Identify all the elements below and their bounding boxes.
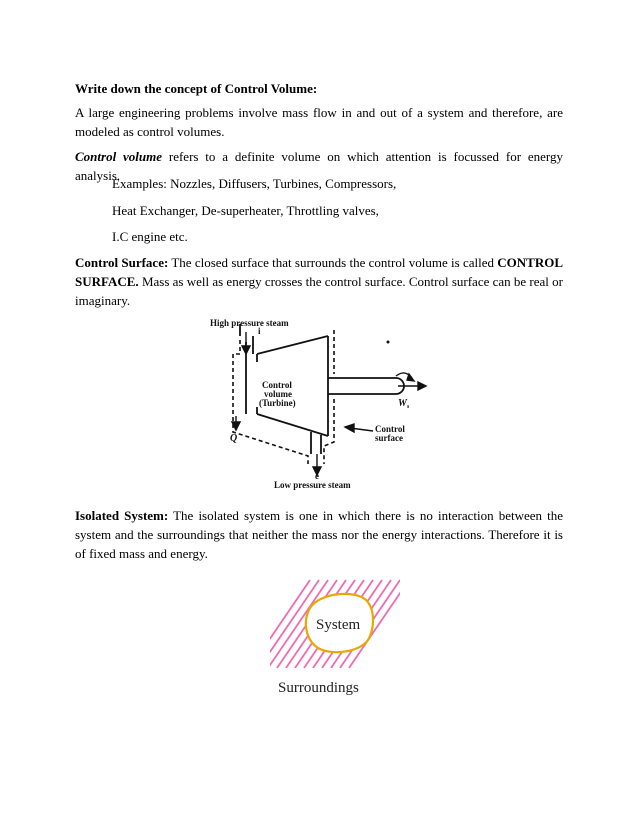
svg-text:s: s bbox=[407, 404, 410, 410]
examples-line-1: Examples: Nozzles, Diffusers, Turbines, Compressors, bbox=[112, 176, 397, 191]
control-surface-term: Control Surface: bbox=[75, 255, 169, 270]
isolated-system-figure bbox=[270, 578, 400, 700]
turbine-control-volume-figure bbox=[200, 314, 445, 492]
control-volume-text: refers to a definite volume on which attention is focussed for energy analysis. bbox=[75, 149, 564, 183]
low-pressure-steam-label: Low pressure steam bbox=[274, 480, 351, 490]
isolated-system-paragraph: Isolated System: The isolated system is one in which there is no interaction between the system and the surroundings that neither the mass nor the energy interactions. Therefore it is of fixed mass and energy. bbox=[75, 508, 564, 561]
exit-label: e bbox=[315, 471, 319, 481]
examples-line-2: Heat Exchanger, De-superheater, Throttling valves, bbox=[112, 203, 379, 218]
cs-label-line2: surface bbox=[375, 433, 403, 443]
section-heading: Write down the concept of Control Volume: bbox=[75, 81, 318, 96]
intro-paragraph: A large engineering problems involve mass flow in and out of a system and therefore, are modeled as control volumes. bbox=[75, 105, 563, 139]
high-pressure-steam-label: High pressure steam bbox=[210, 318, 289, 328]
cv-label-line1: Control bbox=[262, 380, 292, 390]
control-volume-term: Control volume bbox=[75, 149, 163, 164]
control-surface-paragraph: Control Surface: The closed surface that surrounds the control volume is called CONTROL SURFACE. Mass as well as energy crosses the control surface. Control surface can be real or imaginary. bbox=[75, 255, 563, 308]
control-surface-term-caps: CONTROL SURFACE. bbox=[75, 255, 563, 289]
cv-label-line2: volume bbox=[264, 389, 292, 399]
system-label: System bbox=[316, 617, 361, 633]
inlet-label: i bbox=[258, 326, 261, 336]
examples-line-3: I.C engine etc. bbox=[112, 229, 188, 244]
isolated-system-term: Isolated System: bbox=[75, 508, 169, 523]
heat-label: Q bbox=[230, 433, 238, 444]
work-label: W bbox=[398, 398, 407, 409]
cs-label-line1: Control bbox=[375, 424, 405, 434]
cv-label-line3: (Turbine) bbox=[259, 398, 296, 408]
surroundings-label: Surroundings bbox=[278, 680, 359, 696]
